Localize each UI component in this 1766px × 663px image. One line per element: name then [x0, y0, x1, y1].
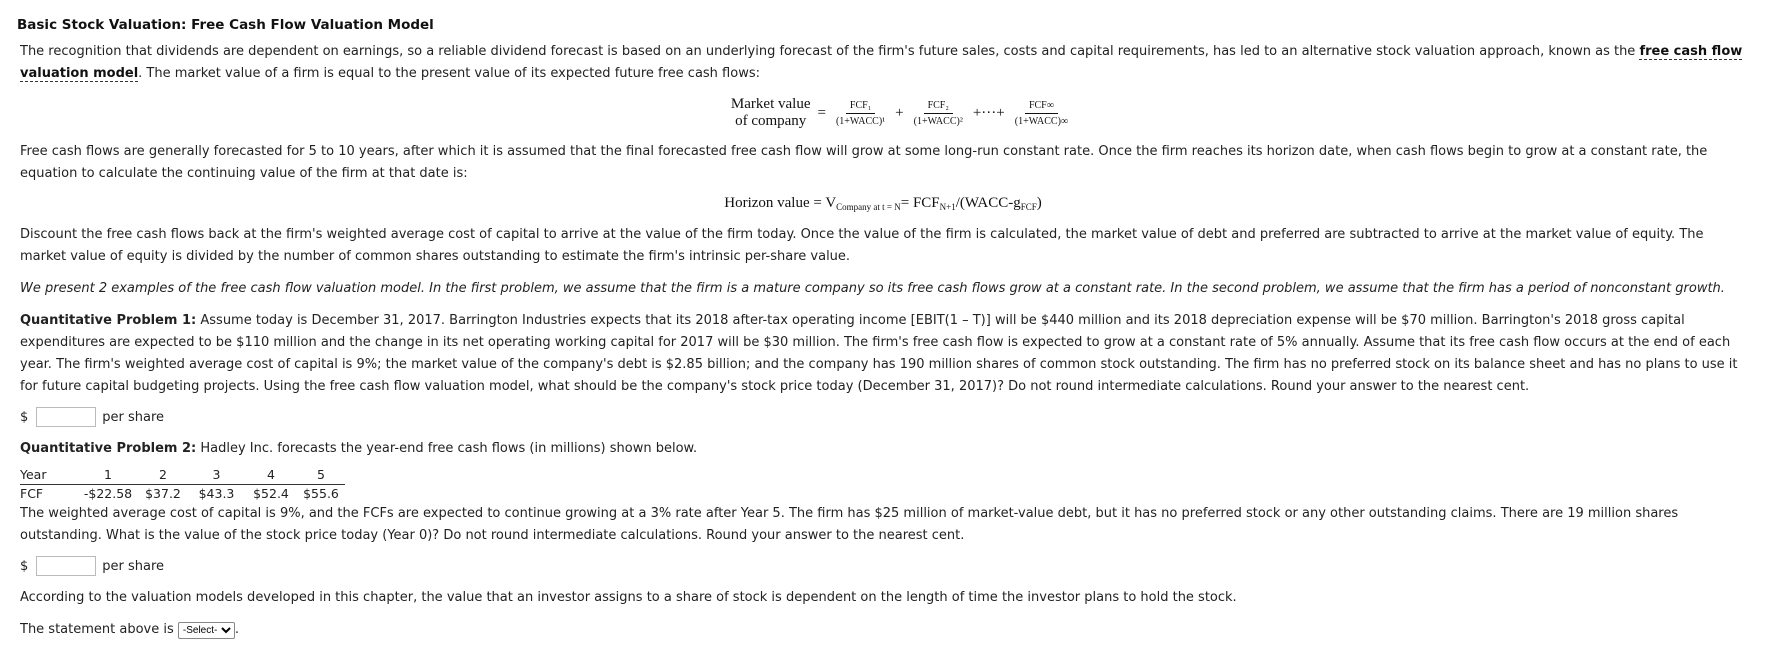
fcf-table-value: $43.3	[198, 486, 235, 501]
fcf-table-year: 5	[297, 466, 345, 485]
page-title: Basic Stock Valuation: Free Cash Flow Valuation Model	[17, 17, 434, 33]
fcf-table-value: $37.2	[145, 486, 181, 501]
horizon-formula-sub-company: Company at t = N	[836, 202, 901, 212]
problem-1-body: Assume today is December 31, 2017. Barrington Industries expects that its 2018 after-tax operating income [EBIT(1 – T)] will be $440 million and its 2018 depreciation expense will be $70 million. Barrington's 2018 gross capital expenditures are expected to be $110 million and the change in its net operating working capital for 2017 will be $30 million. The firm's free cash flow is expected to grow at a constant rate of 5% annually. Assume that its free cash flow occurs at the end of each year. The firm's weighted average cost of capital is 9%; the market value of the company's debt is $2.85 billion; and the company has 190 million shares of common stock outstanding. The firm has no preferred stock on its balance sheet and has no plans to use it for future capital budgeting projects. Using the free cash flow valuation model, what should be the company's stock price today (December 31, 2017)? Do not round intermediate calculations. Round your answer to the nearest cent.	[20, 313, 1738, 394]
fcf-table-value: $52.4	[253, 486, 289, 501]
problem-2-text	[20, 438, 1746, 460]
problem-1-label: Quantitative Problem 1:	[20, 313, 197, 328]
horizon-intro-paragraph: Free cash flows are generally forecasted for 5 to 10 years, after which it is assumed that the final forecasted free cash flow will grow at some long-run constant rate. Once the firm reaches its horizon date, when cash flows begin to grow at a constant rate, the equation to calculate the continuing value of the firm at that date is:	[20, 144, 1708, 181]
fcf-table-year: 1	[78, 466, 138, 485]
formula-term-2-numerator: FCF₂	[924, 100, 953, 114]
horizon-formula-lhs: Horizon value = V	[724, 195, 837, 211]
problem-2-answer	[20, 555, 1746, 577]
horizon-formula-sub-fcf: FCF	[1020, 202, 1037, 212]
horizon-value-formula	[20, 195, 1746, 212]
horizon-formula-wacc: /(WACC-g	[955, 195, 1021, 211]
formula-term-1-numerator: FCF₁	[846, 100, 875, 114]
statement-suffix: .	[234, 622, 240, 637]
intro-text-end: . The market value of a firm is equal to the present value of its expected future free cash flows:	[138, 66, 760, 81]
formula-lhs-top: Market value	[730, 96, 811, 112]
formula-plus: +	[895, 104, 904, 121]
statement-prefix: The statement above is	[20, 622, 178, 637]
fcf-table-header-row	[20, 466, 345, 485]
fcf-table-value: -$22.58	[83, 486, 133, 501]
market-value-formula	[60, 89, 1746, 137]
problem-1-answer	[20, 406, 1746, 428]
formula-term-2	[910, 100, 967, 127]
problem-1-dollar-sign: $	[20, 409, 29, 425]
problem-2-body: Hadley Inc. forecasts the year-end free cash flows (in millions) shown below.	[196, 441, 698, 456]
formula-term-infinity	[1011, 100, 1072, 127]
problem-1-answer-input[interactable]	[36, 407, 96, 427]
formula-term-infinity-denominator: (1+WACC)∞	[1014, 115, 1069, 127]
formula-ellipsis: +···+	[972, 104, 1005, 121]
formula-term-2-denominator: (1+WACC)²	[913, 115, 963, 127]
free-cash-flow-model-term-link[interactable]: free cash flow valuation model	[20, 44, 1743, 81]
problem-2-dollar-sign: $	[20, 558, 29, 574]
fcf-table-year: 4	[245, 466, 297, 485]
examples-paragraph: We present 2 examples of the free cash flow valuation model. In the first problem, we assume that the firm is a mature company so its free cash flows grow at a constant rate. In the second problem, we assume that the firm has a period of nonconstant growth.	[20, 281, 1725, 296]
formula-term-1	[832, 100, 889, 127]
fcf-table-value: $55.6	[303, 486, 339, 501]
fcf-table	[20, 466, 345, 503]
formula-term-infinity-numerator: FCF∞	[1025, 100, 1058, 114]
intro-text: The recognition that dividends are dependent on earnings, so a reliable dividend forecast is based on an underlying forecast of the firm's future sales, costs and capital requirements, has led to an alternative stock valuation approach, known as the	[20, 44, 1640, 59]
statement-line	[20, 619, 1746, 641]
formula-lhs	[731, 96, 811, 130]
problem-2-unit: per share	[102, 558, 165, 574]
discount-paragraph: Discount the free cash flows back at the firm's weighted average cost of capital to arrive at the value of the firm today. Once the value of the firm is calculated, the market value of debt and preferred are subtracted to arrive at the market value of equity. The market value of equity is divided by the number of common shares outstanding to estimate the firm's intrinsic per-share value.	[20, 227, 1704, 264]
problem-2-details: The weighted average cost of capital is 9%, and the FCFs are expected to continue growing at a 3% rate after Year 5. The firm has $25 million of market-value debt, but it has no preferred stock or any other outstanding claims. There are 19 million shares outstanding. What is the value of the stock price today (Year 0)? Do not round intermediate calculations. Round your answer to the nearest cent.	[20, 506, 1679, 543]
statement-select[interactable]	[178, 622, 235, 639]
holding-period-paragraph: According to the valuation models developed in this chapter, the value that an investor assigns to a share of stock is dependent on the length of time the investor plans to hold the stock.	[20, 590, 1237, 605]
formula-equals: =	[817, 104, 826, 121]
fcf-table-fcf-label: FCF	[20, 486, 44, 501]
formula-lhs-bottom: of company	[735, 113, 807, 129]
intro-paragraph	[20, 41, 1746, 85]
fcf-table-year-label: Year	[20, 466, 78, 485]
horizon-formula-close: )	[1036, 195, 1042, 211]
problem-2-label: Quantitative Problem 2:	[20, 441, 197, 456]
problem-1-text	[20, 310, 1746, 398]
fcf-table-year: 3	[188, 466, 245, 485]
problem-2-answer-input[interactable]	[36, 556, 96, 576]
problem-1-unit: per share	[102, 409, 165, 425]
fcf-table-row	[20, 485, 345, 504]
fcf-table-year: 2	[138, 466, 188, 485]
formula-term-1-denominator: (1+WACC)¹	[835, 115, 886, 127]
horizon-formula-fcf: = FCF	[900, 195, 940, 211]
horizon-formula-sub-n1: N+1	[939, 202, 956, 212]
